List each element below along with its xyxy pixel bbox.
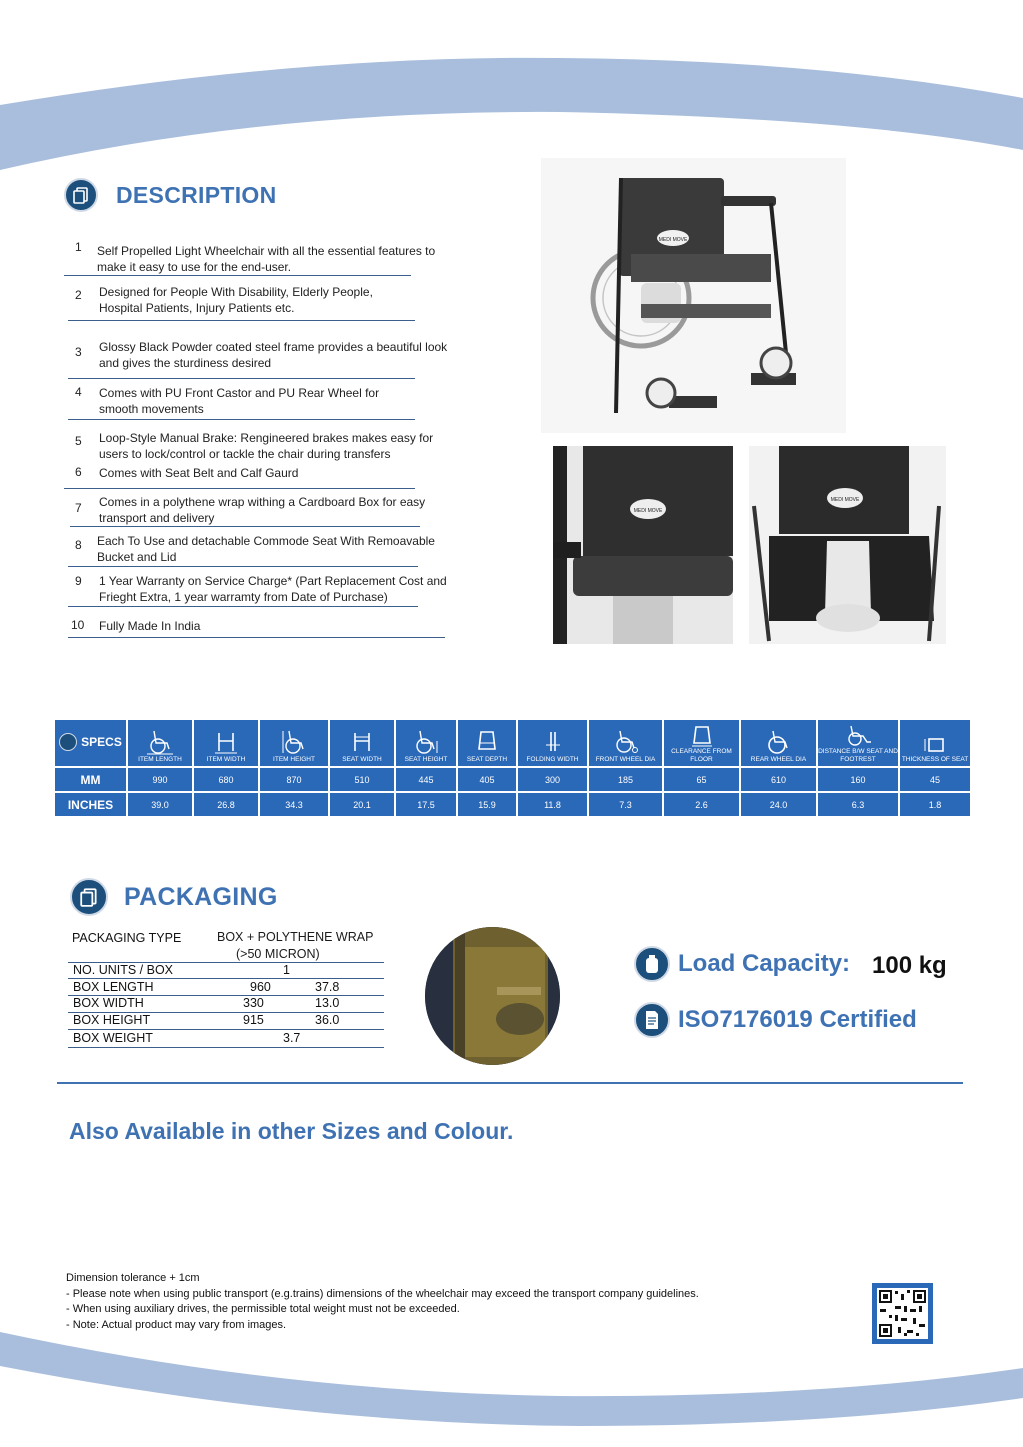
list-item-number: 6 — [75, 465, 82, 479]
divider — [68, 320, 415, 321]
spec-col-label: FRONT WHEEL DIA — [595, 755, 656, 763]
divider — [68, 1047, 384, 1048]
front-wheel-icon — [611, 729, 641, 755]
iso-certified-label: ISO7176019 Certified — [678, 1006, 917, 1033]
availability-heading: Also Available in other Sizes and Colour. — [69, 1118, 514, 1144]
packaging-row-label: NO. UNITS / BOX — [73, 963, 174, 977]
spec-value: 39.0 — [127, 792, 193, 817]
spec-value: 26.8 — [193, 792, 259, 817]
load-capacity-value: 100 kg — [872, 952, 947, 979]
spec-col-label: FOLDING WIDTH — [526, 755, 579, 763]
product-image-commode-open — [749, 446, 946, 644]
section-divider — [57, 1082, 963, 1084]
spec-value: 7.3 — [588, 792, 663, 817]
specs-inches-row — [54, 792, 971, 817]
divider — [64, 275, 411, 276]
spec-value: 680 — [193, 767, 259, 792]
brand-logo-text: MEDI MOVE — [658, 237, 688, 243]
specs-label: SPECS — [81, 735, 122, 749]
list-item-number: 5 — [75, 434, 82, 448]
spec-col-label: SEAT DEPTH — [466, 755, 508, 763]
divider — [68, 566, 418, 567]
divider — [68, 378, 415, 379]
packaging-row-value: 3.7 — [283, 1031, 301, 1045]
clearance-icon — [687, 725, 717, 747]
spec-col-label: THICKNESS OF SEAT — [901, 755, 969, 763]
spec-value: 445 — [395, 767, 457, 792]
bottom-wave-decoration — [0, 1320, 1023, 1447]
footrest-distance-icon — [843, 725, 873, 747]
note-tolerance: Dimension tolerance + 1cm — [66, 1272, 200, 1284]
rear-wheel-icon — [764, 729, 794, 755]
packaging-row-value: 37.8 — [315, 980, 340, 994]
list-item-number: 10 — [71, 618, 85, 632]
list-item-number: 9 — [75, 574, 82, 588]
packaging-row-value: 915 — [243, 1013, 264, 1027]
specs-label-cell — [54, 719, 127, 767]
product-image-main — [541, 158, 846, 433]
list-item: Designed for People With Disability, Elderly People, Hospital Patients, Injury Patients etc. — [99, 285, 373, 315]
spec-value: 185 — [588, 767, 663, 792]
spec-value: 45 — [899, 767, 971, 792]
packaging-type-label: PACKAGING TYPE — [72, 931, 182, 945]
spec-col-label: DISTANCE B/W SEAT AND FOOTREST — [818, 748, 898, 763]
spec-col-label: SEAT HEIGHT — [404, 755, 448, 763]
list-item: Loop-Style Manual Brake: Rengineered brakes makes easy for users to lock/control or tackle the chair during transfers — [99, 431, 434, 461]
spec-value: 6.3 — [817, 792, 899, 817]
specs-header-row — [54, 719, 971, 767]
description-title: DESCRIPTION — [116, 182, 277, 208]
divider — [68, 1029, 384, 1030]
divider — [68, 978, 384, 979]
seat-thickness-icon — [920, 735, 950, 755]
specs-icon — [59, 733, 77, 751]
packaging-title: PACKAGING — [124, 883, 278, 911]
spec-col-label: ITEM LENGTH — [138, 755, 182, 763]
packaging-icon — [70, 878, 108, 916]
divider — [64, 488, 415, 489]
spec-col-label: SEAT WIDTH — [342, 755, 382, 763]
spec-col-label: CLEARANCE FROM FLOOR — [671, 748, 732, 763]
spec-col-label: ITEM WIDTH — [206, 755, 246, 763]
note-auxiliary: - When using auxiliary drives, the permissible total weight must not be exceeded. — [66, 1303, 460, 1315]
wheelchair-width-icon — [211, 729, 241, 755]
seat-width-icon — [347, 729, 377, 755]
spec-value: 405 — [457, 767, 517, 792]
spec-value: 20.1 — [329, 792, 395, 817]
brand-logo-text: MEDI MOVE — [830, 497, 860, 503]
packaging-row-label: BOX WIDTH — [73, 996, 144, 1010]
spec-value: 17.5 — [395, 792, 457, 817]
certificate-icon — [634, 1002, 670, 1038]
spec-value: 610 — [740, 767, 817, 792]
packaging-row-label: BOX HEIGHT — [73, 1013, 151, 1027]
wheelchair-height-icon — [279, 729, 309, 755]
note-product-vary: - Note: Actual product may vary from images. — [66, 1319, 287, 1331]
list-item: Comes in a polythene wrap withing a Cardboard Box for easy transport and delivery — [99, 495, 426, 525]
wheelchair-length-icon — [145, 729, 175, 755]
brand-logo-text: MEDI MOVE — [633, 508, 663, 514]
spec-value: 510 — [329, 767, 395, 792]
seat-depth-icon — [472, 729, 502, 755]
load-capacity-label: Load Capacity: — [678, 950, 851, 977]
list-item-number: 2 — [75, 288, 82, 302]
packaging-row-value: 13.0 — [315, 996, 340, 1010]
spec-value: 2.6 — [663, 792, 740, 817]
packaging-row-value: 960 — [250, 980, 271, 994]
seat-height-icon — [411, 729, 441, 755]
qr-code — [872, 1283, 933, 1344]
spec-value: 24.0 — [740, 792, 817, 817]
description-icon — [64, 178, 98, 212]
packaging-row-label: BOX LENGTH — [73, 980, 154, 994]
list-item-number: 8 — [75, 538, 82, 552]
packaging-row-value: 1 — [283, 963, 290, 977]
top-wave-decoration — [0, 0, 1023, 170]
list-item: Comes with Seat Belt and Calf Gaurd — [99, 466, 299, 480]
list-item-number: 3 — [75, 345, 82, 359]
list-item: Glossy Black Powder coated steel frame provides a beautiful look and gives the sturdiness desired — [99, 340, 448, 370]
list-item-number: 1 — [75, 240, 82, 254]
divider — [68, 419, 415, 420]
spec-value: 160 — [817, 767, 899, 792]
list-item: Self Propelled Light Wheelchair with all the essential features to make it easy to use for the end-user. — [97, 244, 436, 274]
list-item: Each To Use and detachable Commode Seat With Remoavable Bucket and Lid — [97, 534, 435, 564]
spec-col-label: REAR WHEEL DIA — [750, 755, 807, 763]
divider — [68, 637, 445, 638]
row-label-inches: INCHES — [54, 792, 127, 817]
specs-table — [53, 718, 972, 818]
weight-icon — [634, 946, 670, 982]
list-item-number: 4 — [75, 385, 82, 399]
spec-value: 34.3 — [259, 792, 329, 817]
spec-value: 990 — [127, 767, 193, 792]
packaging-type-value: BOX + POLYTHENE WRAP — [217, 930, 374, 944]
packaging-type-value-sub: (>50 MICRON) — [236, 947, 320, 961]
spec-col-label: ITEM HEIGHT — [273, 755, 315, 763]
row-label-mm: MM — [54, 767, 127, 792]
divider — [70, 526, 420, 527]
packaging-row-label: BOX WEIGHT — [73, 1031, 153, 1045]
spec-value: 870 — [259, 767, 329, 792]
packaging-box-photo — [425, 927, 560, 1065]
spec-value: 11.8 — [517, 792, 588, 817]
list-item: Fully Made In India — [99, 619, 201, 633]
folding-width-icon — [538, 729, 568, 755]
packaging-row-value: 36.0 — [315, 1013, 340, 1027]
product-image-commode-closed — [553, 446, 733, 644]
divider — [68, 606, 418, 607]
spec-value: 15.9 — [457, 792, 517, 817]
packaging-row-value: 330 — [243, 996, 264, 1010]
list-item-number: 7 — [75, 501, 82, 515]
note-transport: - Please note when using public transport (e.g.trains) dimensions of the wheelchair may exceed the transport company guidelines. — [66, 1288, 699, 1300]
specs-mm-row — [54, 767, 971, 792]
list-item: 1 Year Warranty on Service Charge* (Part Replacement Cost and Frieght Extra, 1 year warramty from Date of Purchase) — [99, 574, 447, 604]
spec-value: 300 — [517, 767, 588, 792]
list-item: Comes with PU Front Castor and PU Rear Wheel for smooth movements — [99, 386, 380, 416]
spec-value: 65 — [663, 767, 740, 792]
spec-value: 1.8 — [899, 792, 971, 817]
